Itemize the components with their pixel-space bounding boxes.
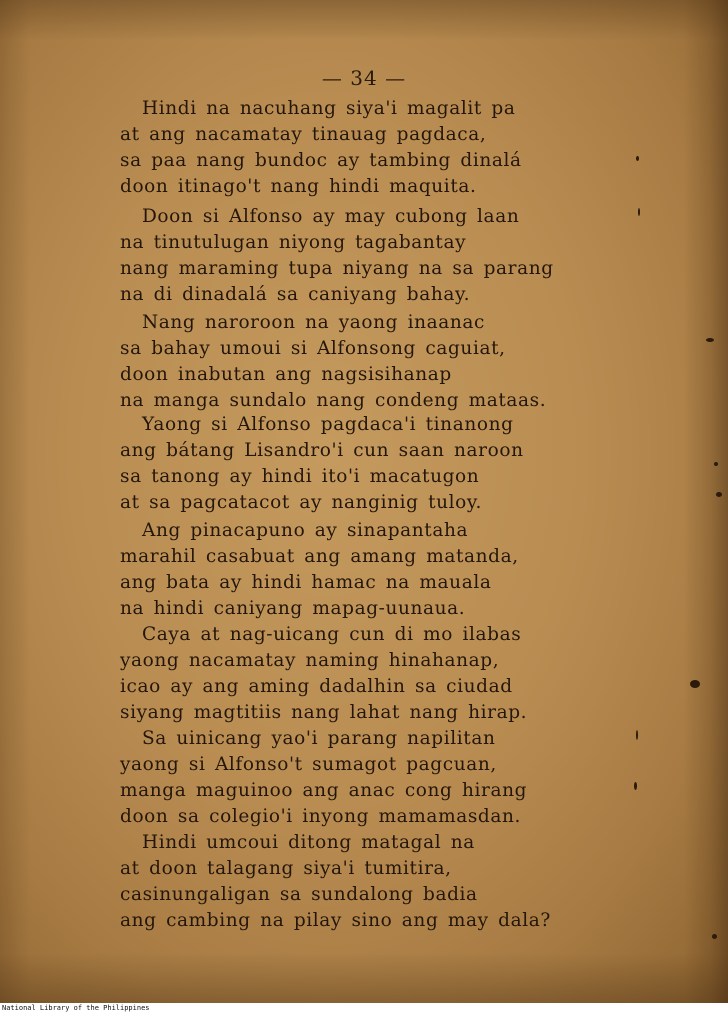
page-number: — 34 — <box>321 66 407 90</box>
library-credit: National Library of the Philippines <box>2 1004 150 1012</box>
verse-line: sa bahay umoui si Alfonsong caguiat, <box>120 338 506 359</box>
speck <box>714 462 718 466</box>
stanza-4 <box>120 412 580 516</box>
stanza-2 <box>120 204 580 308</box>
verse-line: Hindi na nacuhang siya'i magalit pa <box>142 98 516 119</box>
page-shadow-right <box>684 0 728 1003</box>
verse-line: na hindi caniyang mapag-uunaua. <box>120 598 466 619</box>
verse-line: sa paa nang bundoc ay tambing dinalá <box>120 150 522 171</box>
verse-line: doon inabutan ang nagsisihanap <box>120 364 452 385</box>
verse-line: Caya at nag-uicang cun di mo ilabas <box>142 624 522 645</box>
verse-line: at doon talagang siya'i tumitira, <box>120 858 452 879</box>
verse-line: ang bata ay hindi hamac na mauala <box>120 572 492 593</box>
verse-line: at sa pagcatacot ay nanginig tuloy. <box>120 492 482 513</box>
verse-line: at ang nacamatay tinauag pagdaca, <box>120 124 487 145</box>
stanza-1 <box>120 96 580 200</box>
verse-line: Hindi umcoui ditong matagal na <box>142 832 475 853</box>
stanza-3 <box>120 310 580 414</box>
verse-line: na tinutulugan niyong tagabantay <box>120 232 467 253</box>
verse-line: casinungaligan sa sundalong badia <box>120 884 478 905</box>
stanza-7 <box>120 726 580 830</box>
verse-line: ang cambing na pilay sino ang may dala? <box>120 910 551 931</box>
verse-line: nang maraming tupa niyang na sa parang <box>120 258 554 279</box>
verse-line: siyang magtitiis nang lahat nang hirap. <box>120 702 528 723</box>
verse-line: doon itinago't nang hindi maquita. <box>120 176 477 197</box>
stanza-8 <box>120 830 580 934</box>
verse-line: sa tanong ay hindi ito'i macatugon <box>120 466 480 487</box>
speck <box>716 492 722 497</box>
verse-line: manga maguinoo ang anac cong hirang <box>120 780 528 801</box>
speck <box>690 680 700 688</box>
verse-line: marahil casabuat ang amang matanda, <box>120 546 519 567</box>
verse-line: Sa uinicang yao'i parang napilitan <box>142 728 496 749</box>
speck <box>638 208 640 216</box>
page-shadow-top <box>0 0 728 40</box>
speck <box>634 782 637 790</box>
speck <box>636 730 638 740</box>
speck <box>706 338 714 342</box>
stanza-5 <box>120 518 580 622</box>
verse-line: yaong nacamatay naming hinahanap, <box>120 650 500 671</box>
verse-line: icao ay ang aming dadalhin sa ciudad <box>120 676 513 697</box>
page-shadow-bottom <box>0 953 728 1003</box>
page-shadow-left <box>0 0 30 1003</box>
verse-line: na manga sundalo nang condeng mataas. <box>120 390 547 411</box>
verse-line: Ang pinacapuno ay sinapantaha <box>142 520 469 541</box>
verse-line: ang bátang Lisandro'i cun saan naroon <box>120 440 524 461</box>
speck <box>636 156 639 161</box>
stanza-6 <box>120 622 580 726</box>
verse-line: Yaong si Alfonso pagdaca'i tinanong <box>142 414 514 435</box>
speck <box>712 934 717 939</box>
verse-line: Nang naroroon na yaong inaanac <box>142 312 485 333</box>
verse-line: yaong si Alfonso't sumagot pagcuan, <box>120 754 497 775</box>
verse-line: na di dinadalá sa caniyang bahay. <box>120 284 471 305</box>
verse-line: Doon si Alfonso ay may cubong laan <box>142 206 520 227</box>
verse-line: doon sa colegio'i inyong mamamasdan. <box>120 806 521 827</box>
